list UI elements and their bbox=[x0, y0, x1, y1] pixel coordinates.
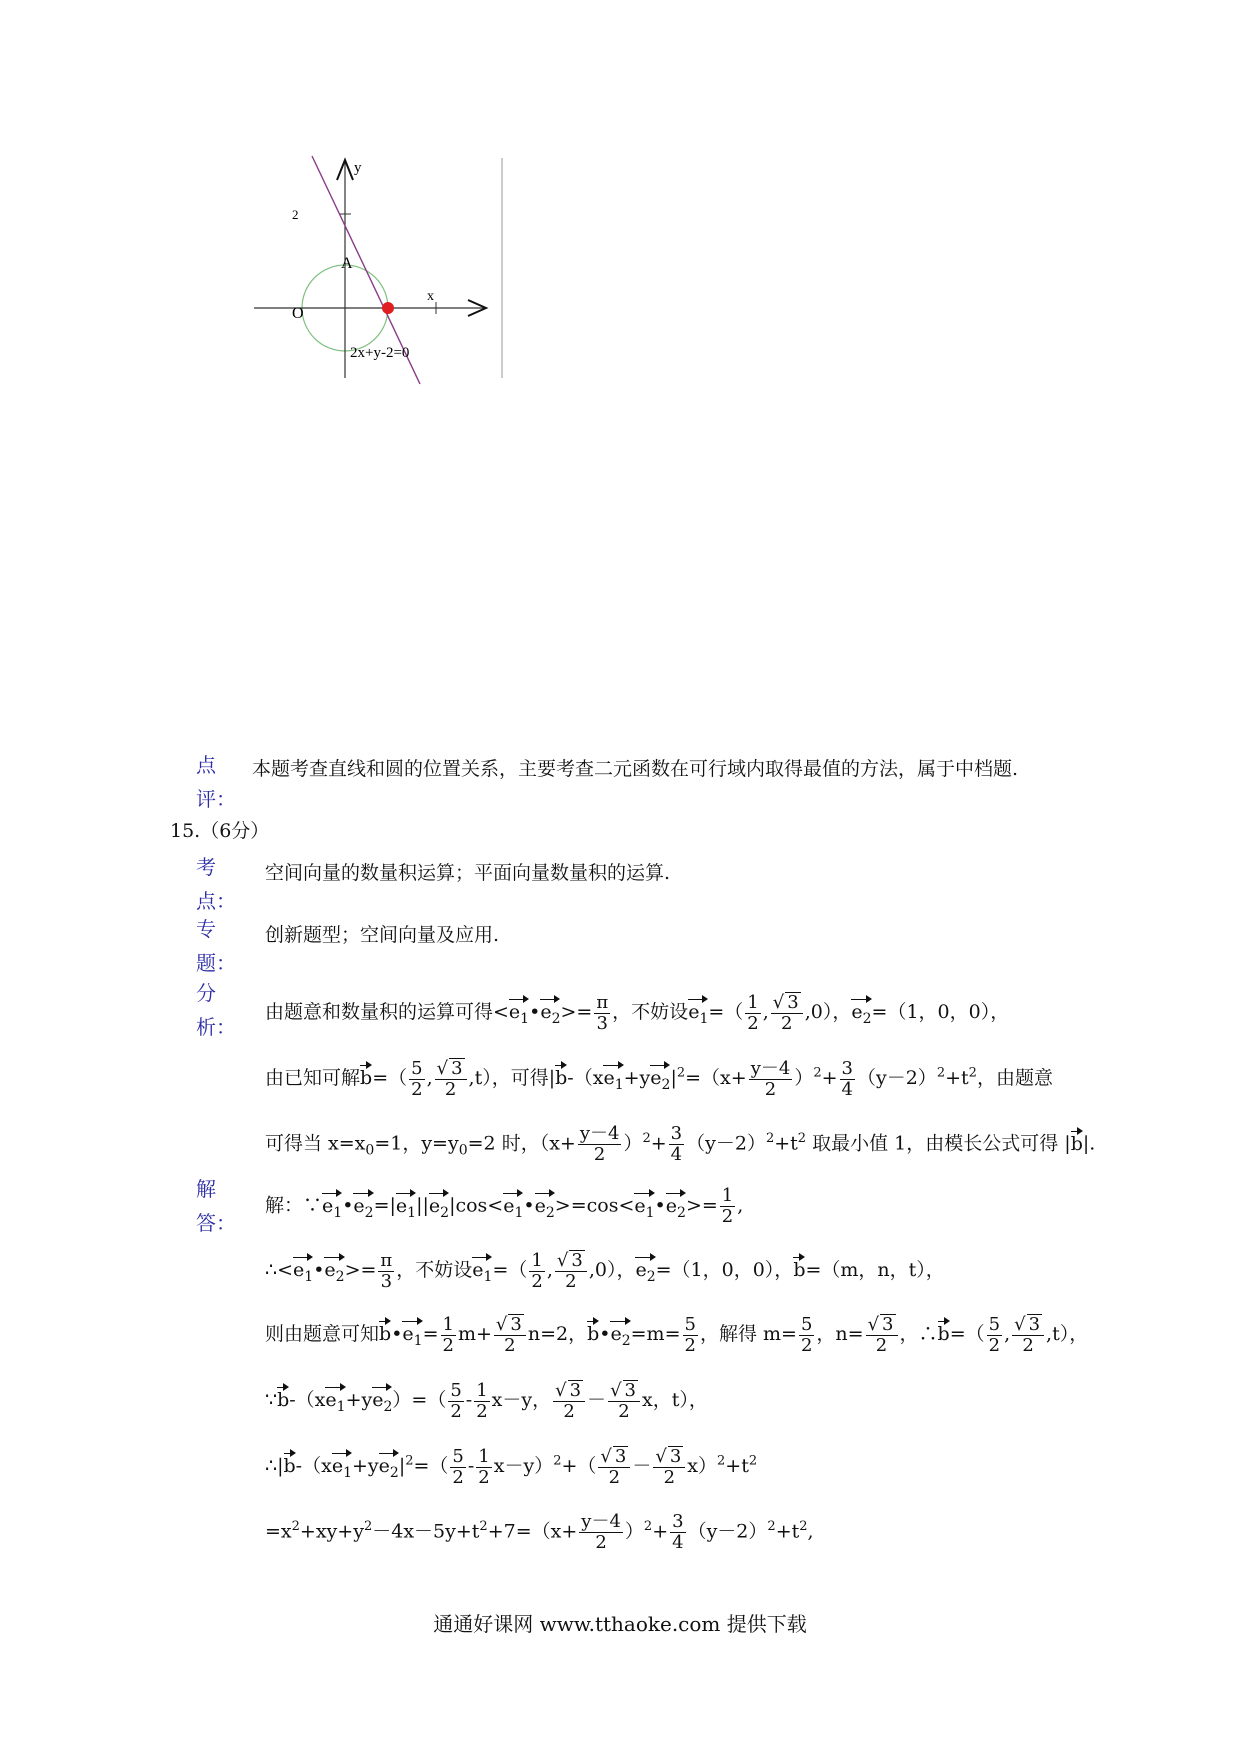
y-axis-label: y bbox=[354, 160, 362, 176]
question-15-header: 15.（6分） bbox=[170, 820, 270, 842]
solution-line-6: $=x^2+xy+y^2-4x-5y+t^2+7=(x+$ $\frac{y-4}{2}$ ）$^2$+ $\frac{3}{4}$ $(y-2)^2+t^2$, bbox=[265, 1511, 814, 1553]
zhuanti-label-1: 专 bbox=[196, 917, 216, 941]
origin-label: O bbox=[292, 305, 304, 322]
jieda-label-1: 解 bbox=[196, 1177, 216, 1201]
jieda-label-2: 答： bbox=[196, 1211, 236, 1235]
kaodian-label-1: 考 bbox=[196, 855, 216, 879]
solution-line-3: 则由题意可知$b•e_1=$ $\frac{1}{2}$ m+ $\frac{√ 3}{2}$ n=2，$b•e_2=m=$ $\frac{5}{2}$ ，解得 m= $\frac{5}{2}$ ，n= $\frac{√ 3}{2}$ ，∴b=（ $\frac{5}{2}$ , $\frac{√ 3}{2}$ ,t）， bbox=[265, 1313, 1089, 1356]
kaodian-text: 空间向量的数量积运算；平面向量数量积的运算. bbox=[265, 862, 671, 884]
line-equation-label: 2x+y-2=0 bbox=[350, 345, 410, 361]
point-A-label: A bbox=[341, 255, 353, 272]
solution-line-2: $\therefore<e_1•e_2>=$ $\frac{\pi}{3}$ ，不妨设$e_1=$（ $\frac{1}{2}$ , $\frac{√ 3}{2}$ ,0），$e_2=(1$，0，0），b=（m，n，t）， bbox=[265, 1249, 945, 1292]
zhuanti-text: 创新题型；空间向量及应用. bbox=[265, 924, 500, 946]
page-footer: 通通好课网 www.tthaoke.com 提供下载 bbox=[433, 1612, 807, 1636]
fenxi-label-2: 析： bbox=[196, 1015, 236, 1039]
solution-line-5: $\therefore|b-(xe_1+ye_2|^2=$（ $\frac{5}{2}$ - $\frac{1}{2}$ x－y）$^2$+（ $\frac{√ 3}{2}$ － $\frac{√ 3}{2}$ $x)^2+t^2$ bbox=[265, 1445, 758, 1488]
solution-line-4: $\because b-(xe_1+ye_2)=$（ $\frac{5}{2}$ - $\frac{1}{2}$ x－y， $\frac{√ 3}{2}$ － $\frac{√ 3}{2}$ x，t）， bbox=[265, 1379, 708, 1422]
zhuanti-label-2: 题： bbox=[196, 951, 236, 975]
fenxi-label-1: 分 bbox=[196, 981, 216, 1005]
x-axis-label: x bbox=[427, 289, 434, 304]
analysis-line-2: 由已知可解b=（ $\frac{5}{2}$ , $\frac{√ 3}{2}$ ,t），可得$|b-(xe_1+ye_2|^2=(x+$ $\frac{y-4}{2}$ ）$^2$+ $\frac{3}{4}$ $(y-2)^2+t^2$，由题意 bbox=[265, 1057, 1053, 1100]
review-label-1: 点 bbox=[196, 753, 216, 777]
solution-line-1: 解：$\because e_1•e_2=|e_1||e_2|\cos<e_1•e_2>=\cos<e_1•e_2>=$ $\frac{1}{2}$ , bbox=[265, 1185, 744, 1227]
review-text: 本题考查直线和圆的位置关系，主要考查二元函数在可行域内取得最值的方法，属于中档题. bbox=[252, 758, 1019, 780]
coordinate-figure bbox=[240, 150, 515, 385]
analysis-line-3: 可得当 $x=x_0=1$，$y=y_0=2$ 时，（x+ $\frac{y-4}{2}$ ）$^2$+ $\frac{3}{4}$ $(y-2)^2+t^2$ 取最小值 1，由模长公式可得 |b|. bbox=[265, 1123, 1096, 1165]
review-label-2: 评： bbox=[196, 787, 236, 811]
tick-label-2: 2 bbox=[292, 207, 299, 222]
analysis-line-1: 由题意和数量积的运算可得$<e_1•e_2>=$ $\frac{\pi}{3}$ ，不妨设$e_1=$（ $\frac{1}{2}$ , $\frac{√ 3}{2}$ ,0），$e_2=(1$，0，0）， bbox=[265, 991, 1010, 1034]
kaodian-label-2: 点： bbox=[196, 889, 236, 913]
tangent-point bbox=[382, 302, 394, 314]
